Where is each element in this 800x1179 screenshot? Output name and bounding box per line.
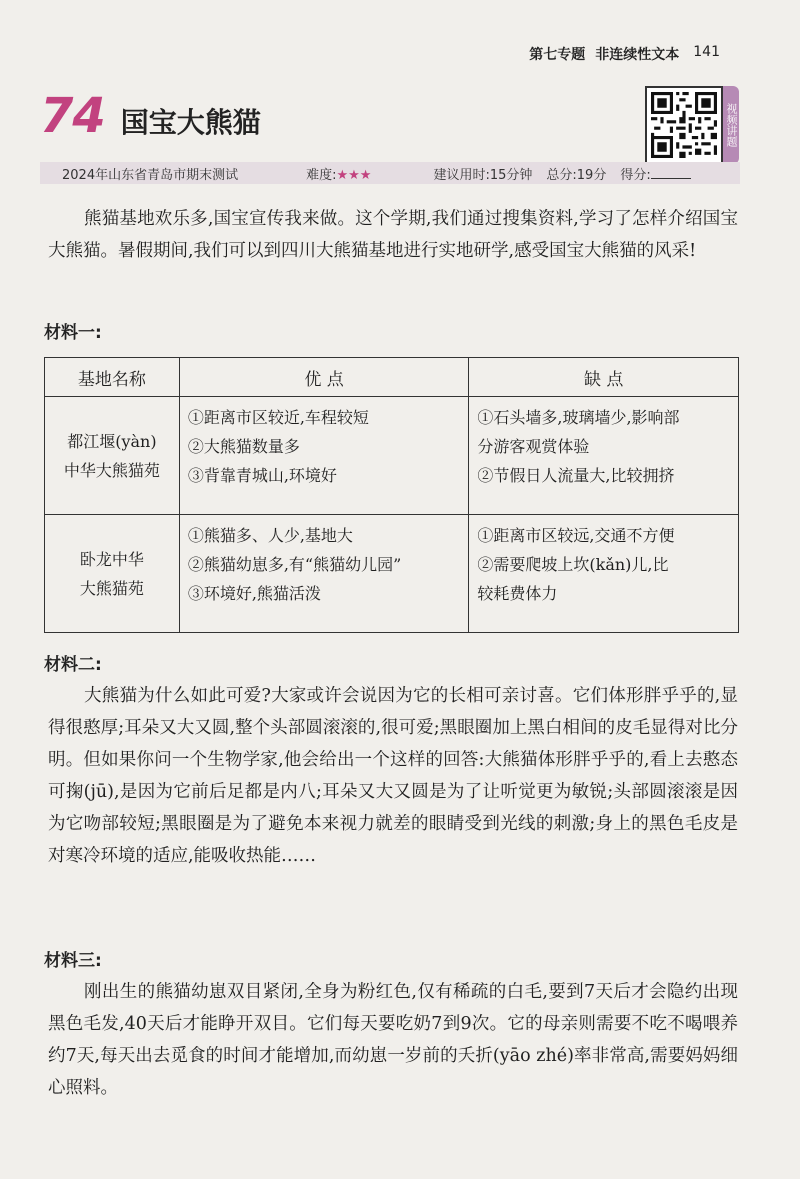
column-header: 优 点 bbox=[179, 358, 469, 397]
table-row bbox=[45, 515, 739, 633]
pros-item: ③环境好,熊猫活泼 bbox=[187, 584, 321, 603]
cons-item: ①距离市区较远,交通不方便 bbox=[477, 526, 675, 545]
cons-item: 分游客观赏体验 bbox=[477, 437, 590, 456]
score-field bbox=[620, 164, 690, 183]
pros-item: ②大熊猫数量多 bbox=[187, 437, 300, 456]
header-section: 非连续性文本 bbox=[595, 47, 680, 63]
pros-item: ①距离市区较近,车程较短 bbox=[187, 408, 369, 427]
base-name-cell bbox=[45, 515, 180, 633]
column-header: 缺 点 bbox=[469, 358, 739, 397]
table-header-row bbox=[45, 358, 739, 397]
page-number: 141 bbox=[693, 44, 720, 60]
difficulty bbox=[306, 164, 371, 183]
base-name-line: 中华大熊猫苑 bbox=[63, 460, 160, 480]
meta-bar bbox=[40, 162, 740, 184]
pros-cell bbox=[179, 397, 469, 515]
intro-paragraph: 熊猫基地欢乐多,国宝宣传我来做。这个学期,我们通过搜集资料,学习了怎样介绍国宝大熊猫。暑假期间,我们可以到四川大熊猫基地进行实地研学,感受国宝大熊猫的风采! bbox=[48, 209, 738, 261]
test-source: 2024年山东省青岛市期末测试 bbox=[62, 167, 239, 183]
base-name-line: 卧龙中华 bbox=[79, 549, 144, 569]
cons-cell bbox=[469, 397, 739, 515]
running-header bbox=[529, 44, 720, 64]
material2-label: 材料二: bbox=[44, 655, 102, 675]
material3-label: 材料三: bbox=[44, 951, 102, 971]
comparison-table bbox=[44, 357, 739, 633]
cons-item: ①石头墙多,玻璃墙少,影响部 bbox=[477, 408, 680, 427]
material3-paragraph: 刚出生的熊猫幼崽双目紧闭,全身为粉红色,仅有稀疏的白毛,要到7天后才会隐约出现黑色毛发,40天后才能睁开双目。它们每天要吃奶7到9次。它的母亲则需要不吃不喝喂养约7天,每天出去觅食的时间才能增加,而幼崽一岁前的夭折(yāo zhé)率非常高,需要妈妈细心照料。 bbox=[48, 982, 738, 1098]
score-label: 得分: bbox=[620, 167, 651, 183]
suggested-time: 建议用时:15分钟 bbox=[433, 167, 533, 183]
total-score: 总分:19分 bbox=[546, 167, 607, 183]
lesson-title bbox=[40, 88, 261, 144]
base-name-line: 大熊猫苑 bbox=[79, 578, 144, 598]
pros-item: ②熊猫幼崽多,有“熊猫幼儿园” bbox=[187, 555, 402, 574]
pros-cell bbox=[179, 515, 469, 633]
column-header: 基地名称 bbox=[45, 358, 180, 397]
pros-item: ③背靠青城山,环境好 bbox=[187, 466, 337, 485]
material1-label: 材料一: bbox=[44, 323, 102, 343]
qr-code-icon[interactable] bbox=[645, 86, 723, 164]
cons-item: 较耗费体力 bbox=[477, 584, 558, 603]
cons-item: ②需要爬坡上坎(kǎn)儿,比 bbox=[477, 555, 669, 574]
difficulty-label: 难度: bbox=[306, 167, 337, 183]
video-tag[interactable]: 视频讲题 bbox=[723, 86, 739, 164]
difficulty-stars: ★★★ bbox=[336, 167, 372, 183]
header-topic: 第七专题 bbox=[529, 47, 586, 63]
pros-item: ①熊猫多、人少,基地大 bbox=[187, 526, 353, 545]
score-blank bbox=[651, 166, 691, 179]
lesson-number: 74 bbox=[40, 88, 105, 144]
page-title: 国宝大熊猫 bbox=[120, 106, 261, 139]
table-row bbox=[45, 397, 739, 515]
cons-item: ②节假日人流量大,比较拥挤 bbox=[477, 466, 675, 485]
base-name-cell bbox=[45, 397, 180, 515]
base-name-line: 都江堰(yàn) bbox=[67, 431, 157, 451]
material2-paragraph: 大熊猫为什么如此可爱?大家或许会说因为它的长相可亲讨喜。它们体形胖乎乎的,显得很憨厚;耳朵又大又圆,整个头部圆滚滚的,很可爱;黑眼圈加上黑白相间的皮毛显得对比分明。但如果你问一个生物学家,他会给出一个这样的回答:大熊猫体形胖乎乎的,看上去憨态可掬(jū),是因为它前后足都是内八;耳朵又大又圆是为了让听觉更为敏锐;头部圆滚滚是因为它吻部较短;黑眼圈是为了避免本来视力就差的眼睛受到光线的刺激;身上的黑色毛皮是对寒冷环境的适应,能吸收热能…… bbox=[48, 686, 738, 866]
video-qr-block[interactable] bbox=[645, 86, 739, 164]
cons-cell bbox=[469, 515, 739, 633]
